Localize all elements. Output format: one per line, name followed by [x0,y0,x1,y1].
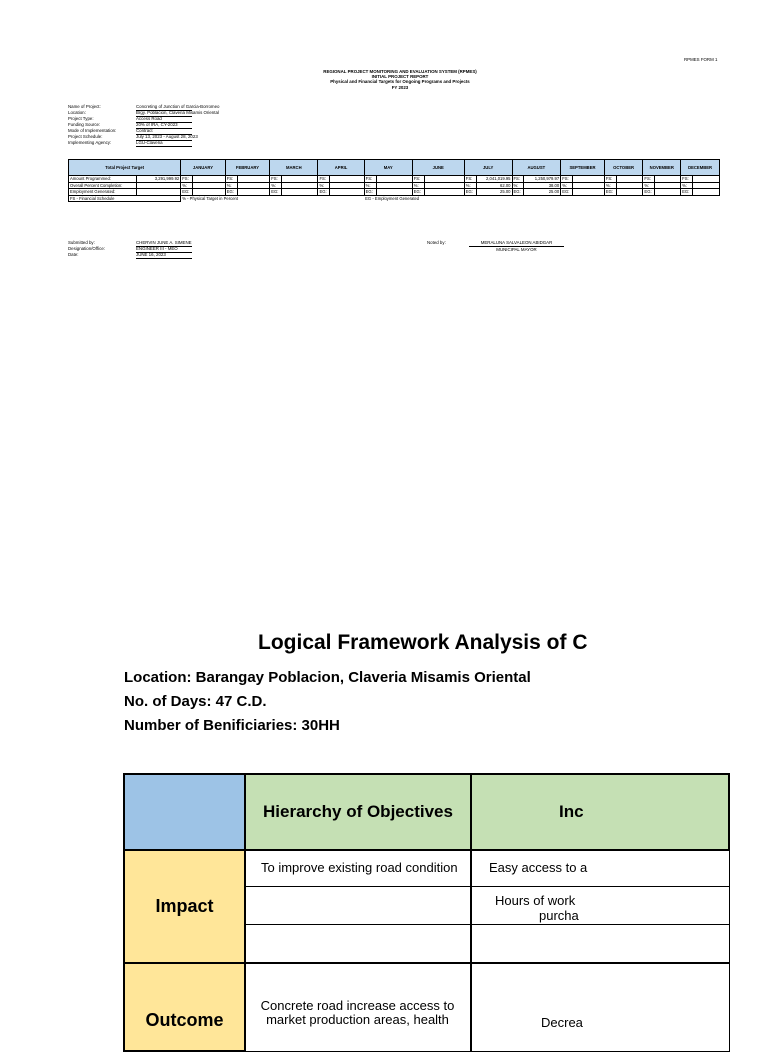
july-value: 25.00 [476,189,512,196]
row-prefix: FS: [643,176,655,183]
info-label: Implementing Agency: [68,140,112,145]
info-value: Brgy. Poblacion, Claveria Misamis Oriental [136,110,219,115]
header-month: SEPTEMBER [561,160,605,176]
august-value: 38.00 [524,182,561,189]
logframe-page [0,600,588,1030]
row-prefix: FS: [681,176,693,183]
row-prefix: %: [604,182,616,189]
outcome-indicator: Decrea [470,962,730,1052]
row-prefix: %: [318,182,330,189]
impact-objective: To improve existing road condition [244,849,472,887]
logframe-location: Location: Barangay Poblacion, Claveria Misamis Oriental [124,669,531,686]
header-hierarchy: Hierarchy of Objectives [244,773,472,851]
header-month: MARCH [270,160,318,176]
targets-header-row [69,160,720,176]
info-value: LGU-Claveria [136,140,192,147]
july-value: 2,041,019.95 [476,176,512,183]
row-prefix: EG: [561,189,573,196]
row-prefix: %: [225,182,237,189]
row-prefix: FS: [412,176,424,183]
noted-label: Noted by: [427,240,446,245]
report-title-line3: Physical and Financial Targets for Ongoing Programs and Projects [330,79,470,85]
submitted-label: Submitted by: [68,240,95,245]
info-value: 20% of IRA, CY-2023 [136,122,192,129]
header-month: AUGUST [512,160,561,176]
row-prefix: FS: [512,176,524,183]
row-prefix: FS: [561,176,573,183]
row-prefix: %: [512,182,524,189]
info-label: Funding Source: [68,122,101,127]
legend-row [69,195,720,202]
targets-table [68,159,720,202]
header-month: NOVEMBER [643,160,681,176]
outcome-objective [244,962,472,1052]
header-month: JULY [464,160,512,176]
header-month: MAY [364,160,412,176]
header-month: DECEMBER [681,160,720,176]
outcome-label: Outcome [123,962,246,1052]
row-prefix: FS: [364,176,376,183]
logframe-title: Logical Framework Analysis of C [258,631,588,654]
row-prefix: EG: [318,189,330,196]
header-month: FEBRUARY [225,160,270,176]
info-label: Project Type: [68,116,94,121]
row-prefix: EG: [512,189,524,196]
info-label: Mode of Implementation: [68,128,117,133]
row-prefix: FS: [464,176,476,183]
row-prefix: FS: [181,176,193,183]
header-indicators: Inc [470,773,730,851]
designation-label: Designation/Office: [68,246,106,251]
header-month: APRIL [318,160,364,176]
august-value: 25.00 [524,189,561,196]
row-prefix: %: [561,182,573,189]
impact-objective-empty [244,886,472,925]
date-value: JUNE 16, 2023 [136,252,192,259]
noted-position: MUNICIPAL MAYOR [496,247,537,252]
row-prefix: EG: [464,189,476,196]
row-prefix: %: [412,182,424,189]
row-prefix: EG: [225,189,237,196]
legend-eg: EG - Employment Generated [365,196,420,201]
row-prefix: EG: [181,189,193,196]
header-total: Total Project Target [69,160,181,176]
impact-indicator-line: Hours of work [495,893,576,908]
header-month: OCTOBER [604,160,643,176]
row-prefix: EG: [412,189,424,196]
report-title-line4: FY 2023 [391,84,409,90]
outcome-objective-line: market production areas, health [266,1012,449,1027]
row-prefix: EG: [643,189,655,196]
info-value: Concreting of Junction of Garcia-Borromeo [136,104,220,109]
row-prefix: FS: [318,176,330,183]
row-prefix: %: [270,182,282,189]
outcome-objective-line: Concrete road increase access to [260,998,455,1013]
row-prefix: EG: [681,189,693,196]
impact-indicator-line: purcha [539,908,579,923]
report-title [300,69,500,90]
report-title-line2: INITIAL PROJECT REPORT [371,74,429,80]
info-value: July 13, 2023 - August 28, 2023 [136,134,198,139]
impact-indicator-empty [470,924,730,964]
row-prefix: EG: [364,189,376,196]
row-prefix: %: [364,182,376,189]
july-value: 62.00 [476,182,512,189]
noted-name: MERALUNA SALVALEON ABIDGAR [469,240,564,247]
impact-indicator-hours [470,886,730,925]
legend-fs: FS - Financial Schedule [69,195,181,202]
designation-value: ENGINEER III - MEO [136,246,192,253]
row-prefix: EG: [604,189,616,196]
impact-objective-empty [244,924,472,964]
row-prefix: FS: [225,176,237,183]
impact-indicator: Easy access to a [470,849,730,887]
row-prefix: %: [464,182,476,189]
header-blank-cell [123,773,246,851]
impact-label: Impact [123,849,246,964]
row-prefix: FS: [270,176,282,183]
row-label: Employment Generated: [69,189,137,196]
row-prefix: %: [181,182,193,189]
info-label: Name of Project: [68,104,101,109]
info-value: Access Road [136,116,192,123]
logframe-table [123,773,723,1033]
header-month: JANUARY [181,160,225,176]
logframe-beneficiaries: Number of Benificiaries: 30HH [124,717,340,734]
row-total: 3,291,999.92 [136,176,181,183]
logframe-days: No. of Days: 47 C.D. [124,693,267,710]
info-label: Project Schedule: [68,134,103,139]
row-label: Overall Percent Completion: [69,182,137,189]
report-title-line1: REGIONAL PROJECT MONITORING AND EVALUATION SYSTEM (RPMES) [323,69,477,74]
august-value: 1,250,979.97 [524,176,561,183]
row-prefix: %: [643,182,655,189]
form-id: RPMES FORM 1 [684,57,718,62]
info-value: Contract [136,128,192,135]
legend-pct: % - Physical Target in Percent [182,196,239,201]
info-label: Location: [68,110,86,115]
header-month: JUNE [412,160,464,176]
date-label: Date: [68,252,79,257]
row-prefix: EG: [270,189,282,196]
row-prefix: %: [681,182,693,189]
row-label: Amount Programmed: [69,176,137,183]
row-prefix: FS: [604,176,616,183]
submitted-name: CHERVIN JUNE A. SIMENE [136,240,192,245]
